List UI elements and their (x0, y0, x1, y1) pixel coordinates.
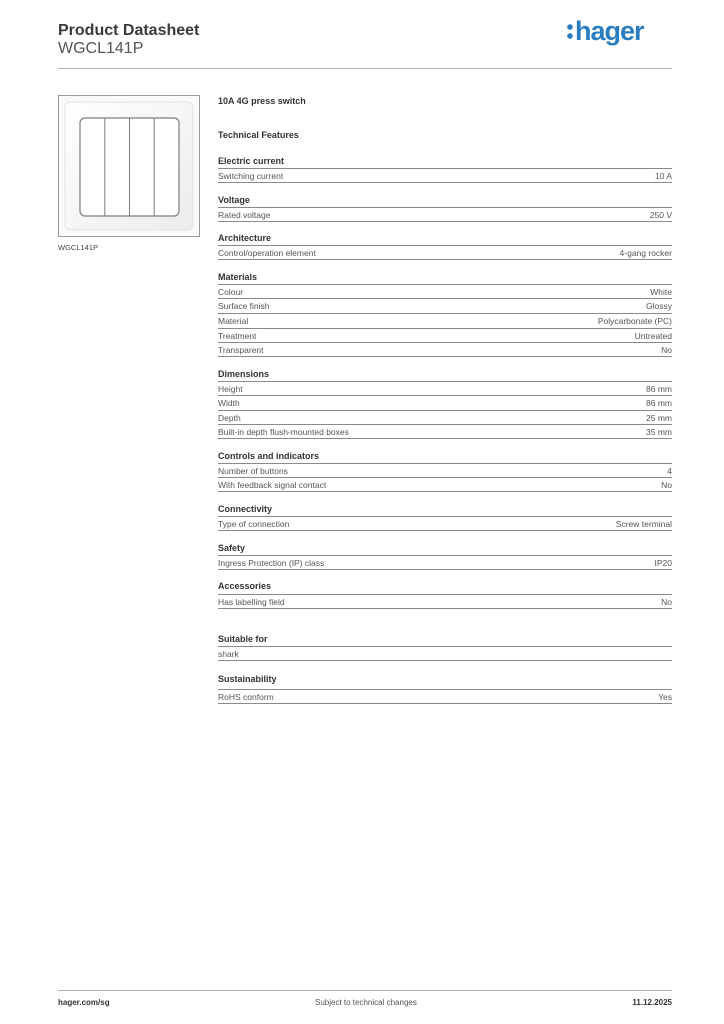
group-title: Dimensions (218, 369, 270, 379)
logo-wordmark: hager (575, 16, 644, 46)
spec-label: Treatment (218, 331, 257, 341)
product-name: 10A 4G press switch (218, 96, 306, 106)
footer-notice: Subject to technical changes (315, 998, 417, 1007)
hager-logo-icon (563, 12, 663, 50)
spec-row (218, 594, 672, 609)
group-title: Safety (218, 543, 246, 553)
spec-row (218, 168, 672, 183)
product-code: WGCL141P (58, 40, 144, 57)
footer-website: hager.com/sg (58, 998, 110, 1007)
spec-row (218, 646, 672, 661)
spec-row (218, 381, 672, 395)
spec-value: 35 mm (646, 427, 672, 437)
spec-label: Surface finish (218, 301, 270, 311)
spec-value: 4-gang rocker (619, 248, 672, 258)
group-title: Voltage (218, 195, 250, 205)
footer-date: 11.12.2025 (632, 998, 672, 1007)
spec-label: Depth (218, 413, 241, 423)
four-gang-switch-icon (59, 96, 199, 236)
spec-value: No (661, 480, 672, 490)
spec-label: Rated voltage (218, 210, 271, 220)
group-title: Suitable for (218, 634, 268, 644)
spec-row (218, 395, 672, 409)
group-title: Controls and indicators (218, 451, 320, 461)
group-title: Sustainability (218, 674, 277, 684)
footer-divider (58, 990, 672, 991)
spec-row (218, 207, 672, 222)
spec-label: Number of buttons (218, 466, 288, 476)
spec-value: Screw terminal (615, 519, 672, 529)
page-title: Product Datasheet (58, 22, 200, 39)
spec-row (218, 245, 672, 260)
spec-label: Ingress Protection (IP) class (218, 558, 325, 568)
spec-row (218, 313, 672, 327)
spec-row (218, 689, 672, 704)
spec-value: 250 V (649, 210, 672, 220)
spec-row (218, 424, 672, 439)
logo-dot-bottom (567, 33, 573, 39)
spec-label: Transparent (218, 345, 264, 355)
spec-row (218, 516, 672, 531)
spec-row (218, 328, 672, 342)
spec-value: No (661, 597, 672, 607)
spec-label: Width (218, 398, 240, 408)
spec-row (218, 410, 672, 424)
spec-value: 4 (667, 466, 672, 476)
spec-label: Control/operation element (218, 248, 316, 258)
spec-label: Material (218, 316, 249, 326)
header-divider (58, 68, 672, 69)
spec-value: 86 mm (646, 398, 672, 408)
spec-label: Height (218, 384, 243, 394)
spec-value: 25 mm (646, 413, 672, 423)
spec-label: Switching current (218, 171, 284, 181)
group-title: Architecture (218, 233, 272, 243)
group-title: Accessories (218, 581, 272, 591)
logo-dot-top (567, 24, 573, 30)
spec-label: Has labelling field (218, 597, 285, 607)
spec-row (218, 555, 672, 570)
spec-value: White (650, 287, 672, 297)
product-image-caption: WGCL141P (58, 243, 99, 252)
spec-label: Built-in depth flush-mounted boxes (218, 427, 349, 437)
spec-value: Untreated (634, 331, 672, 341)
spec-row (218, 298, 672, 312)
spec-label: RoHS conform (218, 692, 274, 702)
spec-value: Polycarbonate (PC) (597, 316, 672, 326)
spec-row (218, 284, 672, 298)
technical-features-title: Technical Features (218, 130, 299, 140)
group-title: Connectivity (218, 504, 273, 514)
group-title: Electric current (218, 156, 285, 166)
spec-label: shark (218, 649, 239, 659)
spec-value: 86 mm (646, 384, 672, 394)
spec-row (218, 342, 672, 357)
spec-value: Yes (658, 692, 672, 702)
spec-label: With feedback signal contact (218, 480, 327, 490)
spec-label: Colour (218, 287, 244, 297)
spec-row (218, 463, 672, 477)
spec-value: 10 A (654, 171, 672, 181)
spec-value: IP20 (654, 558, 672, 568)
product-image (58, 95, 200, 237)
spec-row (218, 477, 672, 492)
spec-value: No (661, 345, 672, 355)
spec-value: Glossy (646, 301, 672, 311)
group-title: Materials (218, 272, 258, 282)
spec-label: Type of connection (218, 519, 290, 529)
